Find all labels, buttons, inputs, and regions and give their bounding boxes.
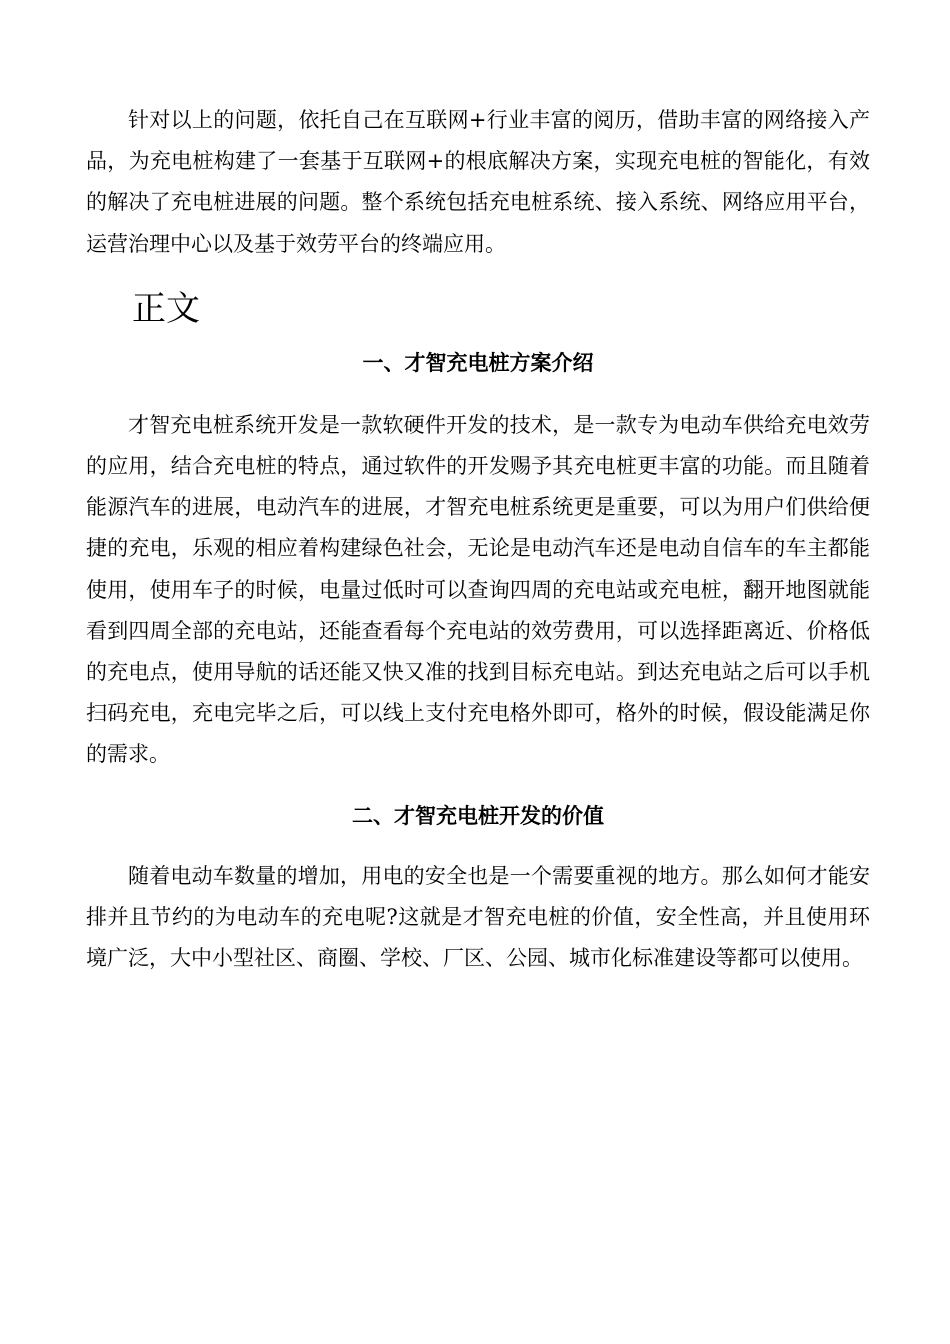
document-page (86, 100, 870, 979)
section-2-paragraph: 随着电动车数量的增加，用电的安全也是一个需要重视的地方。那么如何才能安排并且节约的为电动车的充电呢?这就是才智充电桩的价值，安全性高，并且使用环境广泛，大中小型社区、商圈、学校、厂区、公园、城市化标准建设等都可以使用。 (86, 863, 870, 971)
section-1-paragraph: 才智充电桩系统开发是一款软硬件开发的技术，是一款专为电动车供给充电效劳的应用，结合充电桩的特点，通过软件的开发赐予其充电桩更丰富的功能。而且随着能源汽车的进展，电动汽车的进展，才智充电桩系统更是重要，可以为用户们供给便捷的充电，乐观的相应着构建绿色社会，无论是电动汽车还是电动自信车的车主都能使用，使用车子的时候，电量过低时可以查询四周的充电站或充电桩，翻开地图就能看到四周全部的充电站，还能查看每个充电站的效劳费用，可以选择距离近、价格低的充电点，使用导航的话还能又快又准的找到目标充电站。到达充电站之后可以手机扫码充电，充电完毕之后，可以线上支付充电格外即可，格外的时候，假设能满足你的需求。 (86, 412, 870, 767)
section-2-heading: 二、才智充电桩开发的价值 (352, 803, 604, 828)
intro-paragraph: 针对以上的问题，依托自己在互联网+行业丰富的阅历，借助丰富的网络接入产品，为充电桩构建了一套基于互联网+的根底解决方案，实现充电桩的智能化，有效的解决了充电桩进展的问题。整个系统包括充电桩系统、接入系统、网络应用平台，运营治理中心以及基于效劳平台的终端应用。 (86, 108, 870, 256)
body-title: 正文 (132, 288, 200, 329)
section-1-heading: 一、才智充电桩方案介绍 (362, 350, 594, 375)
